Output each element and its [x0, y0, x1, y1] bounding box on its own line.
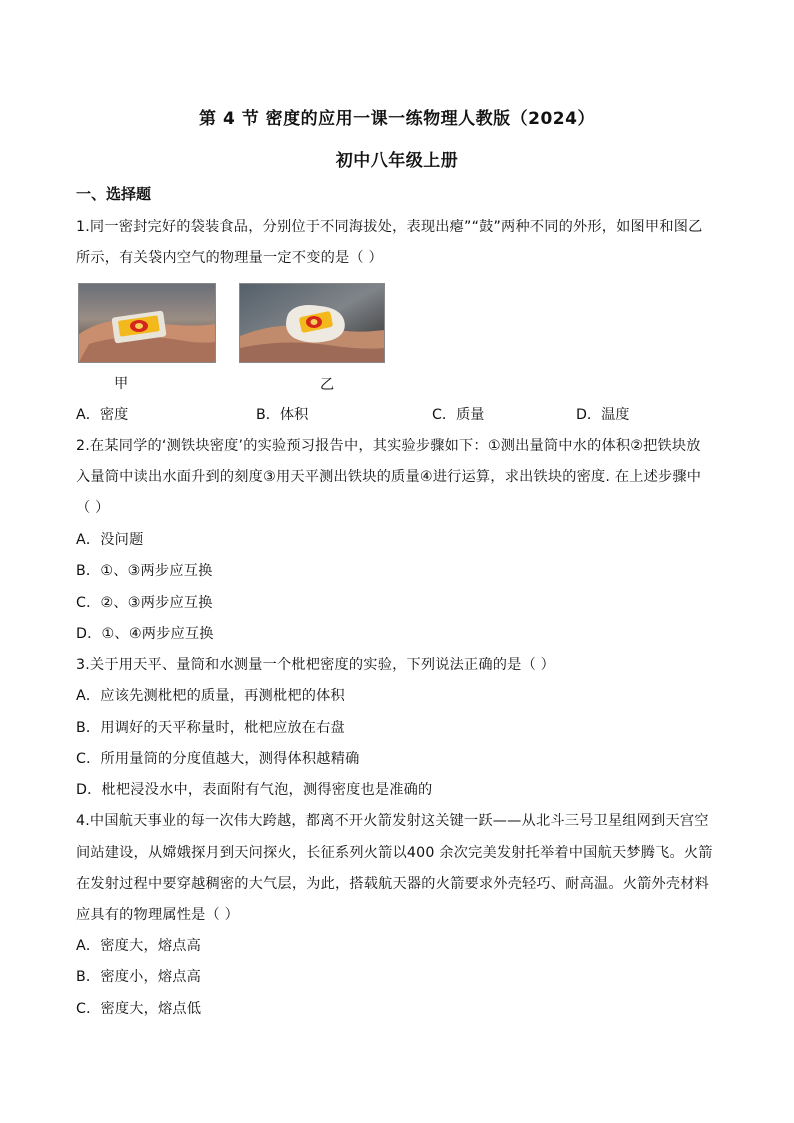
question-1-text: 1.同一密封完好的袋装食品，分别位于不同海拔处，表现出瘪”“鼓”两种不同的外形，如图甲和图乙	[76, 219, 703, 235]
section-heading: 一、选择题	[76, 185, 152, 203]
page-subtitle: 初中八年级上册	[335, 151, 459, 171]
q2-option-d: D．①、④两步应互换	[76, 626, 214, 642]
q2-option-b: B．①、③两步应互换	[76, 563, 213, 579]
q3-option-d: D．枇杷浸没水中，表面附有气泡，测得密度也是准确的	[76, 782, 433, 798]
question-2-text: 2.在某同学的‘测铁块密度’的实验预习报告中，其实验步骤如下：①测出量筒中水的体积②把铁块放	[76, 438, 701, 454]
question-4-text-cont: 间站建设，从嫦娥探月到天问探火，长征系列火箭以400 余次完美发射托举着中国航天梦腾飞。火箭	[76, 845, 713, 861]
q1-option-c: C．质量	[432, 407, 485, 423]
caption-jia: 甲	[114, 376, 129, 392]
question-4-text: 4.中国航天事业的每一次伟大跨越，都离不开火箭发射这关键一跃——从北斗三号卫星组网到天宫空	[76, 813, 709, 829]
page-title: 第 4 节 密度的应用一课一练物理人教版（2024）	[199, 109, 595, 129]
photo-flat-bag	[78, 283, 216, 363]
q1-option-b: B．体积	[256, 407, 309, 423]
q4-option-b: B．密度小，熔点高	[76, 969, 202, 985]
q4-option-a: A．密度大，熔点高	[76, 938, 202, 954]
question-1-text-cont: 所示，有关袋内空气的物理量一定不变的是（ ）	[76, 250, 383, 266]
q2-option-a: A．没问题	[76, 532, 144, 548]
q3-option-c: C．所用量筒的分度值越大，测得体积越精确	[76, 751, 360, 767]
caption-yi: 乙	[320, 377, 335, 393]
q3-option-b: B．用调好的天平称量时，枇杷应放在右盘	[76, 720, 345, 736]
q3-option-a: A．应该先测枇杷的质量，再测枇杷的体积	[76, 688, 345, 704]
q2-option-c: C．②、③两步应互换	[76, 595, 213, 611]
question-3-text: 3.关于用天平、量筒和水测量一个枇杷密度的实验，下列说法正确的是（ ）	[76, 657, 556, 673]
q4-option-c: C．密度大，熔点低	[76, 1001, 202, 1017]
q1-option-d: D．温度	[576, 407, 630, 423]
question-2-text-cont: 入量筒中读出水面升到的刻度③用天平测出铁块的质量④进行运算，求出铁块的密度. 在上述步骤中	[76, 469, 702, 485]
question-4-text-cont3: 应具有的物理属性是（ ）	[76, 907, 239, 923]
q1-option-a: A．密度	[76, 407, 129, 423]
question-2-text-cont2: （ ）	[76, 500, 110, 516]
question-4-text-cont2: 在发射过程中要穿越稠密的大气层，为此，搭载航天器的火箭要求外壳轻巧、耐高温。火箭外壳材料	[76, 876, 710, 892]
photo-puffed-bag	[239, 283, 385, 363]
